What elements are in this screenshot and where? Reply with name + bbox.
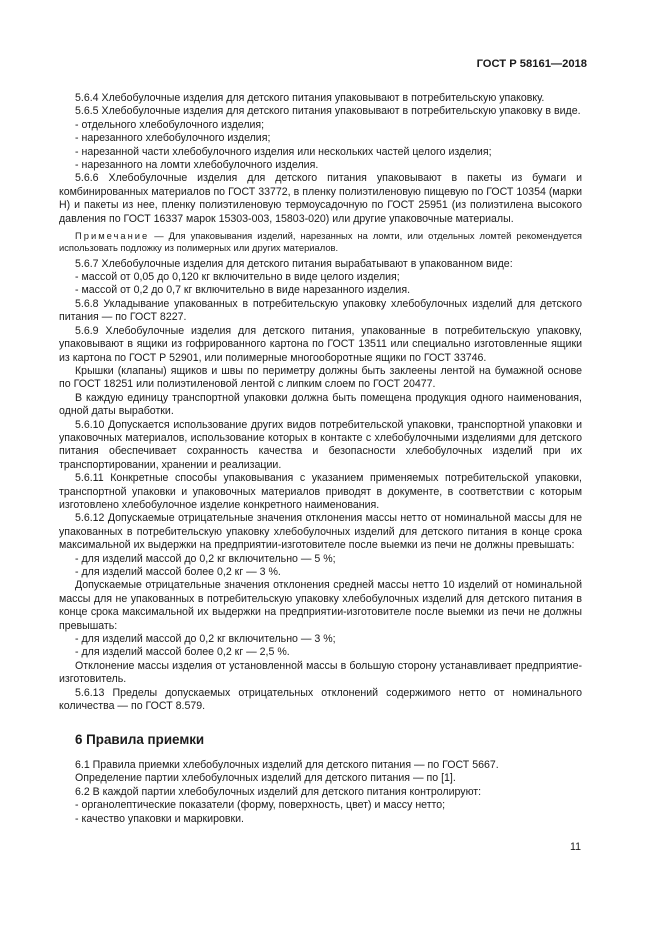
body-paragraph: 6.1 Правила приемки хлебобулочных изделий для детского питания — по ГОСТ 5667. <box>75 758 499 771</box>
body-paragraph: 5.6.11 Конкретные способы упаковывания с указанием применяемых потребительской упаковки, транспортной упаковки и упаковочных материалов приводят в документе, в соответствии с которым изготовлено хлебобулочное изделие конкретного наименования. <box>59 472 582 511</box>
body-paragraph: 5.6.7 Хлебобулочные изделия для детского питания вырабатывают в упакованном виде: <box>75 257 513 270</box>
body-paragraph: - органолептические показатели (форму, поверхность, цвет) и массу нетто; <box>75 799 446 812</box>
body-paragraph: - качество упаковки и маркировки. <box>75 812 244 825</box>
body-paragraph: В каждую единицу транспортной упаковки должна быть помещена продукция одного наименования, одной даты выработки. <box>59 391 582 418</box>
body-paragraph: - нарезанного хлебобулочного изделия; <box>75 132 271 145</box>
body-paragraph: 5.6.4 Хлебобулочные изделия для детского питания упаковывают в потребительскую упаковку. <box>75 92 545 104</box>
body-paragraph: 5.6.9 Хлебобулочные изделия для детского питания, упакованные в потребительскую упаковку, упаковывают в ящики из гофрированного картона по ГОСТ 13511 или специально изготовленные ящики из картона по ГОСТ Р 52901, или полимерные многооборотные ящики по ГОСТ 33746. <box>59 324 582 364</box>
body-paragraph: - массой от 0,2 до 0,7 кг включительно в виде нарезанного изделия. <box>75 284 411 297</box>
body-paragraph: 5.6.8 Укладывание упакованных в потребительскую упаковку хлебобулочных изделий для детского питания — по ГОСТ 8227. <box>59 297 582 324</box>
body-paragraph: - для изделий массой до 0,2 кг включительно — 3 %; <box>75 633 336 646</box>
body-paragraph: Отклонение массы изделия от установленной массы в большую сторону устанавливает предприятие-изготовитель. <box>59 659 582 686</box>
body-paragraph: 5.6.6 Хлебобулочные изделия для детского питания упаковывают в пакеты из бумаги и комбинированных материалов по ГОСТ 33772, в пленку полиэтиленовую пищевую по ГОСТ 10354 (марки Н) и пакеты из нее, пленку полиэтиленовую термоусадочную по ГОСТ 25951 (из полиэтилена высокого давления по ГОСТ 16337 марок 15303-003, 15803-020) или другие упаковочные материалы. <box>59 172 582 225</box>
body-paragraph: Крышки (клапаны) ящиков и швы по периметру должны быть заклеены лентой на бумажной основе по ГОСТ 18251 или полиэтиленовой лентой с липким слоем по ГОСТ 20477. <box>59 364 582 391</box>
document-id: ГОСТ Р 58161—2018 <box>476 58 587 70</box>
section-heading: 6 Правила приемки <box>75 732 205 748</box>
body-paragraph: Допускаемые отрицательные значения отклонения средней массы нетто 10 изделий от номинальной массы для не упакованных в потребительскую упаковку хлебобулочных изделий для детского питания в конце срока максимальной их выдержки на предприятии-изготовителе после выемки из печи не должны превышать: <box>59 579 582 632</box>
note-text: — Для упаковывания изделий, нарезанных на ломти, или отдельных ломтей рекомендуется использовать подложку из полимерных или других материалов. <box>59 230 582 253</box>
body-paragraph: - нарезанного на ломти хлебобулочного изделия. <box>75 159 319 172</box>
body-paragraph: 5.6.10 Допускается использование других видов потребительской упаковки, транспортной упаковки и упаковочных материалов, использование которых в контакте с хлебобулочными изделиями для детского питания обеспечивает сохранность качества и безопасности хлебобулочных изделий при их транспортировании, хранении и реализации. <box>59 418 582 471</box>
body-paragraph: - для изделий массой до 0,2 кг включительно — 5 %; <box>75 552 336 565</box>
body-paragraph: Определение партии хлебобулочных изделий для детского питания — по [1]. <box>75 772 456 785</box>
body-paragraph: - массой от 0,05 до 0,120 кг включительно в виде целого изделия; <box>75 271 400 284</box>
body-paragraph: - отдельного хлебобулочного изделия; <box>75 118 265 131</box>
note-label: Примечание <box>75 230 150 242</box>
page-number: 11 <box>570 841 581 853</box>
document-body <box>59 92 582 826</box>
body-paragraph: - для изделий массой более 0,2 кг — 2,5 %. <box>75 646 290 659</box>
body-paragraph: 5.6.13 Пределы допускаемых отрицательных отклонений содержимого нетто от номинального количества — по ГОСТ 8.579. <box>59 686 582 713</box>
body-paragraph: - нарезанной части хлебобулочного изделия или нескольких частей целого изделия; <box>75 145 492 158</box>
body-paragraph: 5.6.12 Допускаемые отрицательные значения отклонения массы нетто от номинальной массы для не упакованных в потребительскую упаковку хлебобулочных изделий для детского питания в конце срока максимальной их выдержки на предприятии-изготовителе после выемки из печи не должны превышать: <box>59 512 582 552</box>
body-paragraph: 5.6.5 Хлебобулочные изделия для детского питания упаковывают в потребительскую упаковку в виде. <box>75 105 581 118</box>
note-paragraph <box>59 230 582 254</box>
body-paragraph: - для изделий массой более 0,2 кг — 3 %. <box>75 566 281 578</box>
body-paragraph: 6.2 В каждой партии хлебобулочных изделий для детского питания контролируют: <box>75 785 482 798</box>
